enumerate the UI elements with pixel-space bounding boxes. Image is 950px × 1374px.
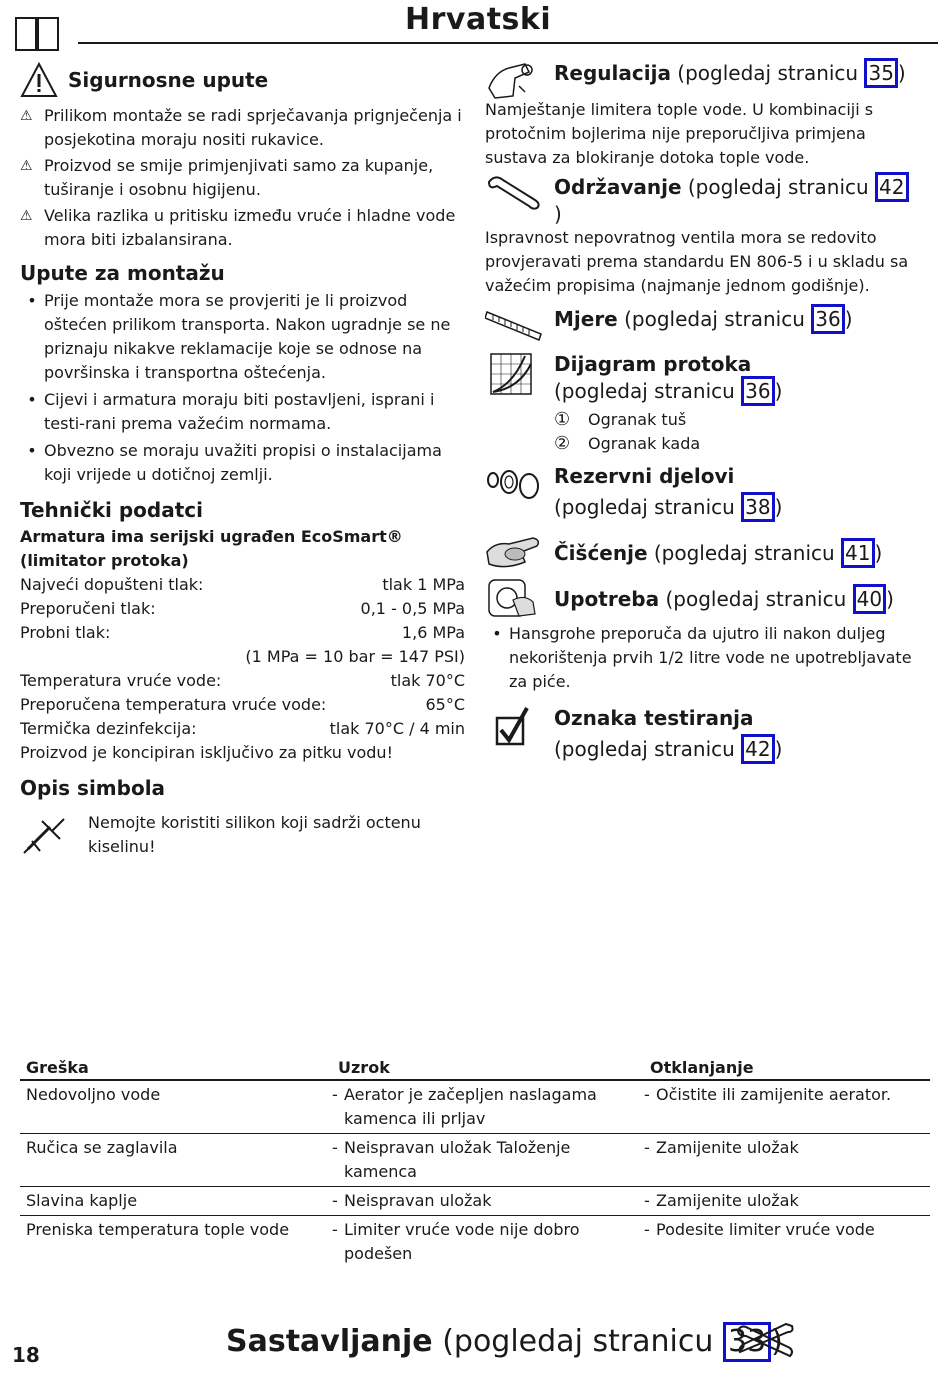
table-row xyxy=(20,1134,930,1187)
page-number: 18 xyxy=(12,1343,40,1367)
column-header: Otklanjanje xyxy=(644,1057,930,1080)
table-cell: Nedovoljno vode xyxy=(20,1080,332,1134)
tools-icon xyxy=(736,1322,794,1360)
mounting-item: • Prije montaže mora se provjeriti je li proizvod oštećen prilikom transporta. Nakon ugradnje se ne priznaju nikakve reklamacije koje se odnose na površinska i transportna oštećenja. xyxy=(27,291,451,382)
troubleshooting-table xyxy=(20,1057,930,1268)
maintenance-heading: Održavanje (pogledaj stranicu 42) xyxy=(554,172,915,226)
table-cell: - Podesite limiter vruće vode xyxy=(644,1220,875,1239)
table-cell: Preniska temperatura tople vode xyxy=(26,1220,290,1239)
flow-item: ② Ogranak kada xyxy=(554,433,701,454)
spec-footer: Proizvod je koncipiran isključivo za pitku vodu! xyxy=(20,743,393,762)
small-warning-icon: ⚠ xyxy=(20,208,33,224)
symbol-row xyxy=(20,811,465,859)
page-link[interactable]: 42 xyxy=(741,734,774,764)
spare-parts-icon xyxy=(485,464,543,504)
safety-item: ⚠ Prilikom montaže se radi sprječavanja prignječenja i posjekotina moraju nositi rukavice. xyxy=(20,104,465,152)
safety-item: ⚠ Proizvod se smije primjenjivati samo za kupanje, tuširanje i osobnu higijenu. xyxy=(20,154,465,202)
column-header: Uzrok xyxy=(332,1057,644,1080)
spares-heading: Rezervni djelovi (pogledaj stranicu 38 ) xyxy=(554,464,782,522)
page-link[interactable]: 33 xyxy=(723,1322,771,1362)
silicone-gun-icon xyxy=(20,811,88,855)
test-heading: Oznaka testiranja (pogledaj stranicu 42 ) xyxy=(554,706,782,764)
page-link[interactable]: 41 xyxy=(841,538,874,568)
page-link[interactable]: 42 xyxy=(875,172,908,202)
mounting-item: • Obvezno se moraju uvažiti propisi o instalacijama koji vrijede u dotičnoj zemlji. xyxy=(27,441,442,484)
spec-row: Preporučena temperatura vruće vode: 65°C xyxy=(20,695,465,714)
mounting-item: • Cijevi i armatura moraju biti postavljeni, isprani i testi-rani prema važećim normama. xyxy=(27,390,435,433)
table-row xyxy=(20,1187,930,1216)
spares-section xyxy=(485,464,915,522)
table-cell: Slavina kaplje xyxy=(20,1187,332,1216)
small-warning-icon: ⚠ xyxy=(20,158,33,174)
tech-title: Tehnički podatci xyxy=(20,498,203,522)
table-cell: - Limiter vruće vode nije dobro podešen xyxy=(332,1220,580,1263)
left-column xyxy=(20,62,465,859)
page-link[interactable]: 40 xyxy=(853,584,886,614)
table-row xyxy=(20,1216,930,1269)
maintenance-section xyxy=(485,172,915,226)
assembly-heading: Sastavljanje (pogledaj stranicu 33 ) xyxy=(226,1322,783,1362)
table-header-row xyxy=(20,1057,930,1080)
small-warning-icon: ⚠ xyxy=(20,108,33,124)
regulation-heading: Regulacija (pogledaj stranicu 35 ) xyxy=(554,58,906,102)
ruler-icon xyxy=(485,304,543,344)
symbols-title: Opis simbola xyxy=(20,776,166,800)
test-section xyxy=(485,706,915,764)
spec-row: Probni tlak: 1,6 MPa xyxy=(20,623,465,642)
table-cell: - Zamijenite uložak xyxy=(644,1187,930,1216)
warning-icon xyxy=(20,62,58,98)
mounting-list xyxy=(20,289,465,487)
usage-bullet: • Hansgrohe preporuča da ujutro ili nakon duljeg nekorištenja prvih 1/2 litre vode ne upotrebljavate za piće. xyxy=(492,624,912,691)
dimensions-section xyxy=(485,304,915,344)
dimensions-heading: Mjere (pogledaj stranicu 36 ) xyxy=(554,304,853,344)
table-cell: - Zamijenite uložak xyxy=(644,1134,930,1187)
safety-title: Sigurnosne upute xyxy=(68,68,269,92)
table-cell: - Aerator je začepljen naslagama kamenca ili prljav xyxy=(332,1080,644,1134)
table-cell: - Neispravan uložak xyxy=(332,1187,644,1216)
mounting-title: Upute za montažu xyxy=(20,261,225,285)
cleaning-hand-icon xyxy=(485,532,543,572)
page-link[interactable]: 36 xyxy=(811,304,844,334)
page-link[interactable]: 36 xyxy=(741,376,774,406)
regulation-text: Namještanje limitera tople vode. U kombinaciji s protočnim bojlerima nije preporučljiva primjena sustava za blokiranje dotoka tople vode. xyxy=(485,100,874,167)
table-cell: - Očistite ili zamijenite aerator. xyxy=(644,1080,930,1134)
usage-heading: Upotreba (pogledaj stranicu 40 ) xyxy=(554,584,894,618)
page-link[interactable]: 35 xyxy=(864,58,897,88)
maintenance-text: Ispravnost nepovratnog ventila mora se redovito provjeravati prema standardu EN 806-5 i u skladu sa važećim propisima (najmanje jednom godišnje). xyxy=(485,228,909,295)
spec-row: Preporučeni tlak: 0,1 - 0,5 MPa xyxy=(20,599,465,618)
wrench-icon xyxy=(485,172,543,212)
safety-item: ⚠ Velika razlika u pritisku između vruće i hladne vode mora biti izbalansirana. xyxy=(20,204,465,252)
table-cell: Ručica se zaglavila xyxy=(20,1134,332,1187)
right-column xyxy=(485,58,915,764)
regulation-section xyxy=(485,58,915,102)
safety-list xyxy=(20,104,465,252)
hand-regulation-icon xyxy=(485,58,543,102)
flow-heading: Dijagram protoka (pogledaj stranicu 36 ) ① Ogranak tuš ② Ogranak kada xyxy=(554,352,783,454)
table-cell: - Neispravan uložak Taloženje kamenca xyxy=(332,1134,644,1187)
table-row xyxy=(20,1080,930,1134)
spec-row: Temperatura vruće vode: tlak 70°C xyxy=(20,671,465,690)
column-header: Greška xyxy=(20,1057,332,1080)
flow-item: ① Ogranak tuš xyxy=(554,409,687,430)
usage-section xyxy=(485,574,915,618)
symbol-text: Nemojte koristiti silikon koji sadrži octenu kiselinu! xyxy=(88,813,421,856)
spec-row: Najveći dopušteni tlak: tlak 1 MPa xyxy=(20,575,465,594)
cleaning-section xyxy=(485,532,915,572)
faucet-hand-icon xyxy=(485,574,543,618)
safety-heading xyxy=(20,62,465,98)
cleaning-heading: Čišćenje (pogledaj stranicu 41 ) xyxy=(554,538,882,572)
spec-row: Termička dezinfekcija: tlak 70°C / 4 min xyxy=(20,719,465,738)
header-rule xyxy=(78,42,938,44)
tech-specs xyxy=(20,573,465,765)
page-link[interactable]: 38 xyxy=(741,492,774,522)
book-icon xyxy=(14,14,60,52)
checkbox-icon xyxy=(485,706,543,750)
flow-section xyxy=(485,352,915,456)
flow-diagram-icon xyxy=(485,352,543,396)
spec-note: (1 MPa = 10 bar = 147 PSI) xyxy=(245,647,465,666)
page-title: Hrvatski xyxy=(405,2,552,37)
tech-subtitle: Armatura ima serijski ugrađen EcoSmart® (limitator protoka) xyxy=(20,527,403,570)
